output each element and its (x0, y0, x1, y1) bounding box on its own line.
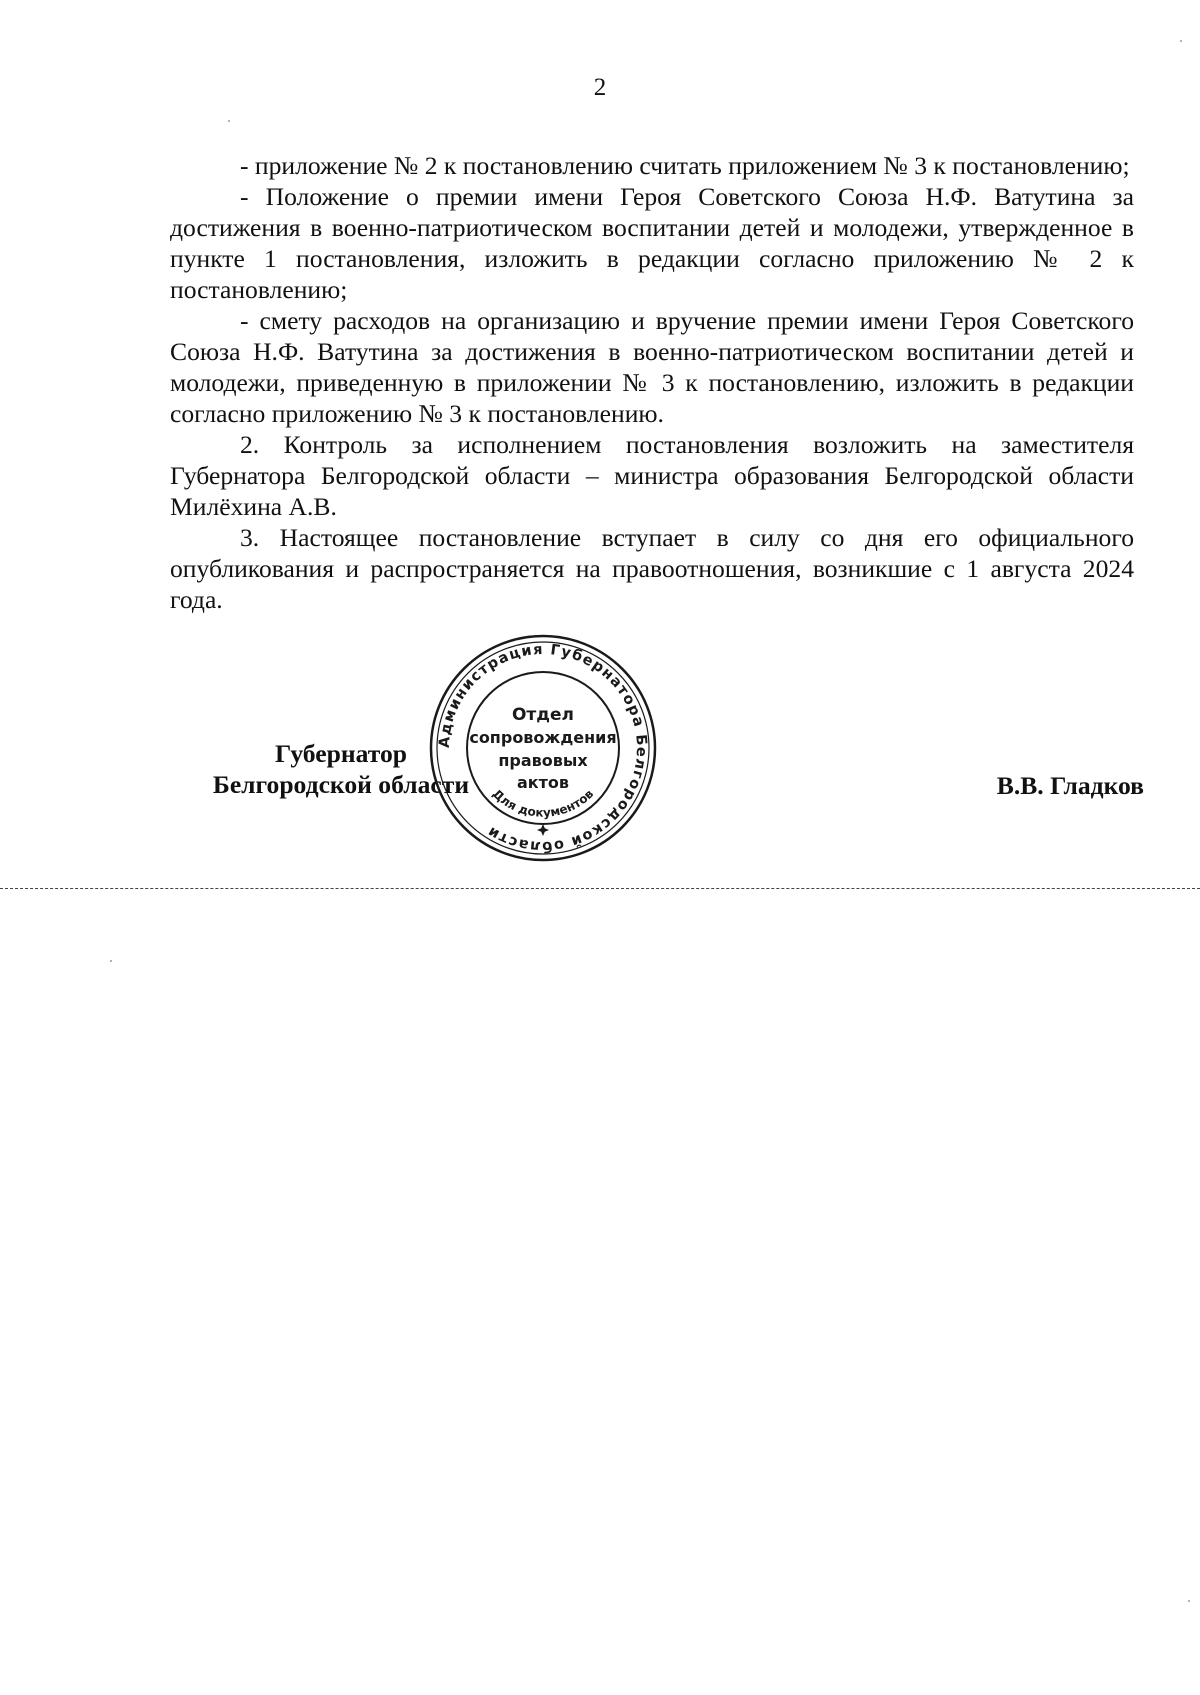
seal-inner-line1: Отдел (511, 705, 575, 725)
page-number: 2 (593, 74, 607, 101)
scan-speck (110, 960, 112, 962)
official-seal (425, 630, 661, 866)
paragraph-control: 2. Контроль за исполнением постановления возложить на заместителя Губернатора Белгородской области – министра образования Белгородской области Милёхина А.В. (170, 430, 1134, 521)
signatory-title-line2: Белгородской области (212, 770, 470, 799)
seal-inner-line4: актов (516, 773, 570, 792)
seal-star-icon (537, 824, 549, 836)
scan-speck (228, 120, 230, 122)
signatory-name: В.В. Гладков (996, 771, 1144, 800)
paragraph-regulation-award: - Положение о премии имени Героя Советского Союза Н.Ф. Ватутина за достижения в военно-патриотическом воспитании детей и молодежи, утвержденное в пункте 1 постановления, изложить в редакции согласно приложению № 2 к постановлению; (170, 182, 1134, 304)
signatory-title-line1: Губернатор (275, 739, 407, 768)
seal-inner-line2: сопровождения (469, 728, 617, 747)
bottom-divider (0, 888, 1200, 889)
scan-speck (1188, 1600, 1190, 1602)
paragraph-appendix-renumber: - приложение № 2 к постановлению считать приложением № 3 к постановлению; (240, 151, 1130, 180)
seal-inner-line3: правовых (498, 751, 588, 770)
document-body (170, 150, 1134, 615)
scan-speck (1180, 40, 1182, 42)
seal-bottom-text: Для документов (489, 786, 597, 820)
paragraph-cost-estimate: - смету расходов на организацию и вручение премии имени Героя Советского Союза Н.Ф. Ватутина за достижения в военно-патриотическом воспитании детей и молодежи, приведенную в приложении № 3 к постановлению, изложить в редакции согласно приложению № 3 к постановлению. (170, 306, 1134, 428)
paragraph-effective-date: 3. Настоящее постановление вступает в силу со дня его официального опубликования и распространяется на правоотношения, возникшие с 1 августа 2024 года. (170, 523, 1134, 614)
seal-outer-text: Администрация Губернатора Белгородской области (436, 641, 650, 855)
